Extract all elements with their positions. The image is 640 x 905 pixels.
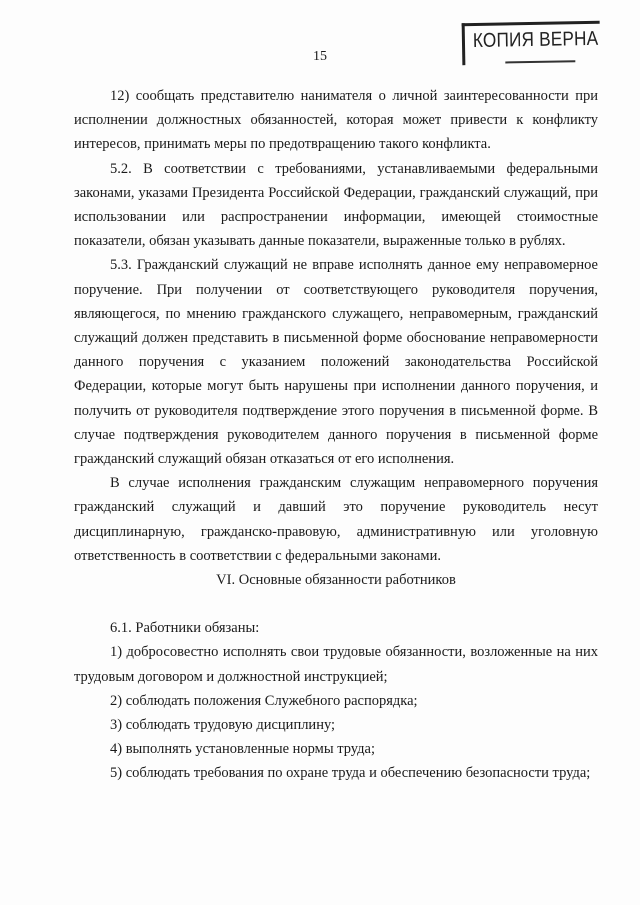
list-item: 4) выполнять установленные нормы труда; <box>110 741 375 758</box>
paragraph-5-2: 5.2. В соответствии с требованиями, устанавливаемыми федеральными законами, указами Президента Российской Федерации, гражданский служащий, при использовании или распространении информации, имеющей стоимостные показатели, обязан указывать данные показатели, выраженные только в рублях. <box>74 160 598 250</box>
list-item: 3) соблюдать трудовую дисциплину; <box>110 717 336 734</box>
document-body <box>74 84 598 786</box>
stamp-text: КОПИЯ ВЕРНА <box>472 27 599 53</box>
list-intro: 6.1. Работники обязаны: <box>110 620 260 637</box>
paragraph-liability: В случае исполнения гражданским служащим неправомерного поручения гражданский служащий и давший это поручение руководитель несут дисциплинарную, гражданско-правовую, административную или уголовную ответственность в соответствии с федеральными законами. <box>74 475 598 564</box>
page-number: 15 <box>313 49 327 64</box>
paragraph-item-12: 12) сообщать представителю нанимателя о личной заинтересованности при исполнении должностных обязанностей, которая может привести к конфликту интересов, принимать меры по предотвращению такого конфликта. <box>74 88 598 153</box>
paragraph-5-3: 5.3. Гражданский служащий не вправе исполнять данное ему неправомерное поручение. При получении от соответствующего руководителя поручения, являющегося, по мнению гражданского служащего, неправомерным, гражданский служащий должен представить в письменной форме обоснование неправомерности данного поручения с указанием положений законодательства Российской Федерации, которые могут быть нарушены при исполнении данного поручения, и получить от руководителя подтверждение этого поручения в письменной форме. В случае подтверждения руководителем данного поручения в письменной форме гражданский служащий обязан отказаться от его исполнения. <box>74 257 598 468</box>
list-item: 1) добросовестно исполнять свои трудовые обязанности, возложенные на них трудовым договором и должностной инструкцией; <box>74 644 598 685</box>
list-item: 2) соблюдать положения Служебного распорядка; <box>110 692 418 709</box>
section-heading: VI. Основные обязанности работников <box>216 572 456 589</box>
list-item: 5) соблюдать требования по охране труда и обеспечению безопасности труда; <box>110 765 591 782</box>
